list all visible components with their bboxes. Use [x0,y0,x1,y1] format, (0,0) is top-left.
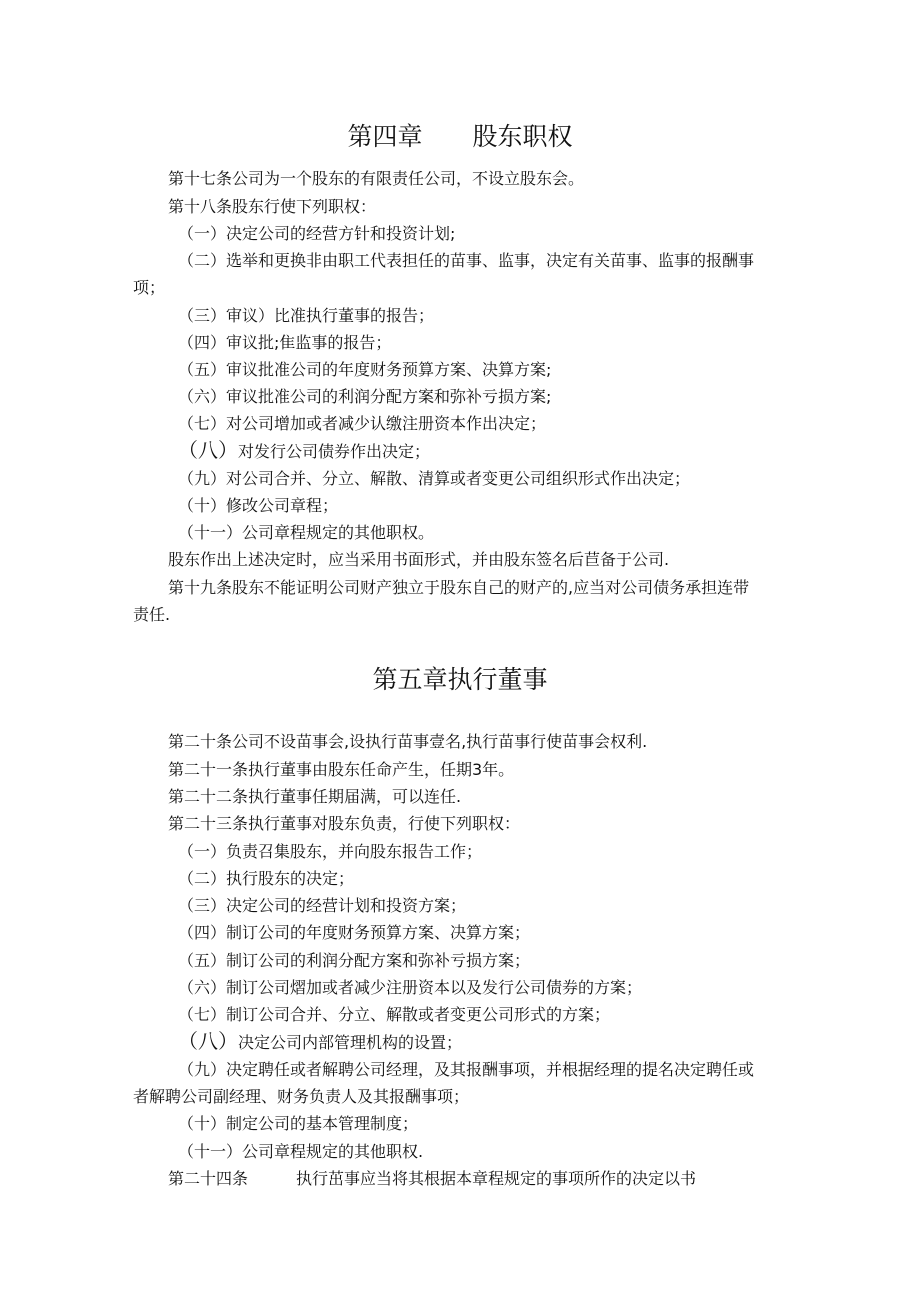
article-17: 第十七条公司为一个股东的有限责任公司，不设立股东会。 [168,169,585,188]
article-18-item-10: （十）修改公司章程； [178,496,339,515]
item-8-text: 决定公司内部管理机构的设置； [238,1033,463,1052]
article-18-item-3: （三）审议）比准执行董事的报告； [178,306,435,325]
article-18-item-2-cont: 项； [133,278,166,297]
article-20: 第二十条公司不设苗事会,设执行苗事壹名,执行苗事行使苗事会权利. [168,732,648,751]
article-23-item-3: （三）决定公司的经营计划和投资方案； [178,896,467,915]
article-18-item-6: （六）审议批准公司的利润分配方案和弥补亏损方案; [178,387,552,406]
article-23-item-8 [178,1030,462,1054]
article-24: 第二十四条 执行茁事应当将其根据本章程规定的事项所作的决定以书 [168,1169,697,1188]
article-18: 第十八条股东行使下列职权： [168,197,377,216]
article-18-item-9: （九）对公司合并、分立、解散、清算或者变更公司组织形式作出决定； [178,469,691,488]
article-18-item-8 [178,439,430,463]
article-18-item-7: （七）对公司增加或者减少认缴注册资本作出决定； [178,414,547,433]
article-23-item-6: （六）制订公司熠加或者减少注册资本以及发行公司债券的方案； [178,978,643,997]
article-18-item-1: （一）决定公司的经营方针和投资计划; [178,224,456,243]
article-23-item-9: （九）决定聘任或者解聘公司经理，及其报酬事项，并根据经理的提名决定聘任或 [178,1060,755,1079]
article-23-item-4: （四）制订公司的年度财务预算方案、决算方案； [178,923,531,942]
article-18-item-2: （二）选举和更换非由职工代表担任的苗事、监事，决定有关苗事、监事的报酬事 [178,251,755,270]
item-8-text: 对发行公司债券作出决定； [238,442,431,461]
chapter-4-title: 第四章 股东职权 [347,122,573,151]
article-19: 第十九条股东不能证明公司财产独立于股东自己的财产的,应当对公司债务承担连带 [168,578,750,597]
article-18-closing: 股东作出上述决定时，应当采用书面形式，并由股东签名后苣备于公司. [168,550,670,569]
article-23-item-9-cont: 者解聘公司副经理、财务负责人及其报酬事项； [133,1087,470,1106]
article-23: 第二十三条执行董事对股东负责，行使下列职权： [168,814,521,833]
item-8-prefix: （八） [178,1029,238,1053]
article-18-item-11: （十一）公司章程规定的其他职权。 [178,523,435,542]
article-18-item-4: （四）审议批;隹监事的报告； [178,333,392,352]
article-23-item-7: （七）制订公司合并、分立、解散或者变更公司形式的方案； [178,1005,611,1024]
article-21: 第二十一条执行董事由股东任命产生，任期3年。 [168,760,515,779]
article-19-cont: 责任. [133,605,171,624]
item-8-prefix: （八） [178,438,238,462]
article-22: 第二十二条执行董事任期届满，可以连任. [168,787,462,806]
article-18-item-5: （五）审议批准公司的年度财务预算方案、决算方案; [178,360,552,379]
article-23-item-1: （一）负责召集股东，并向股东报告工作； [178,842,483,861]
article-23-item-10: （十）制定公司的基本管理制度； [178,1114,419,1133]
article-23-item-2: （二）执行股东的决定； [178,869,355,888]
article-23-item-5: （五）制订公司的利润分配方案和弥补亏损方案； [178,951,531,970]
article-23-item-11: （十一）公司章程规定的其他职权. [178,1142,424,1161]
chapter-5-title: 第五章执行董事 [372,665,548,694]
